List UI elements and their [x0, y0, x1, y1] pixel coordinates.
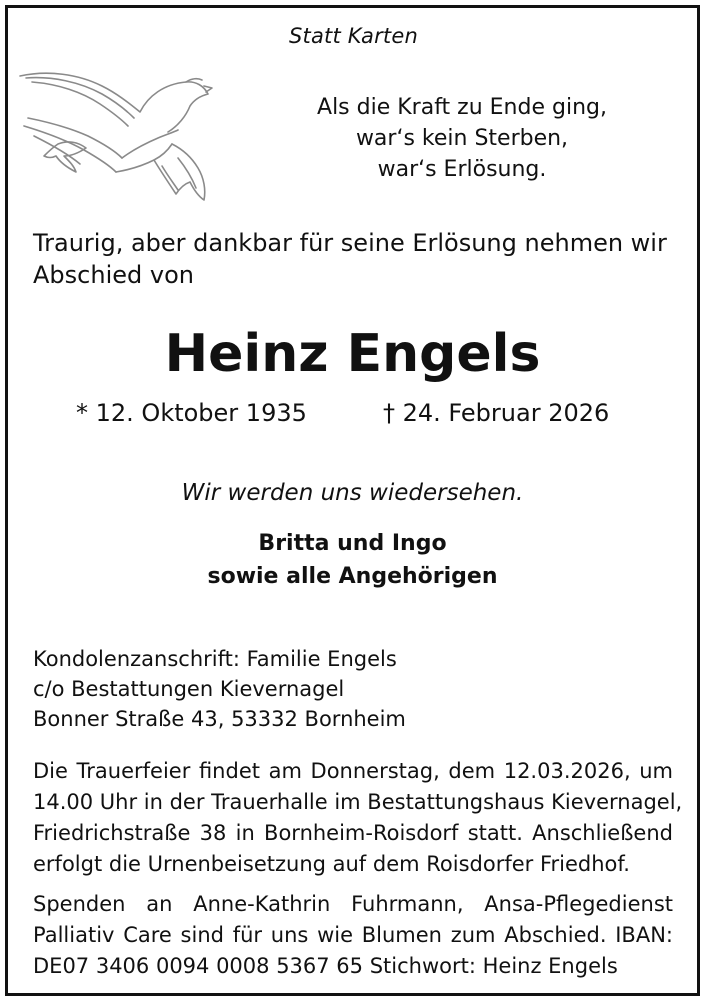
verse-line: Als die Kraft zu Ende ging,	[317, 95, 607, 120]
dove-icon	[18, 66, 214, 204]
family-line: Britta und Ingo	[258, 531, 447, 556]
ceremony-line: Die Trauerfeier findet am Donnerstag, dem 12.03.2026, um	[33, 759, 673, 783]
donations-line: Palliativ Care sind für uns wie Blumen zum Abschied. IBAN:	[33, 923, 673, 947]
family-line: sowie alle Angehörigen	[207, 564, 498, 589]
ceremony-paragraph	[33, 756, 683, 880]
ceremony-line: erfolgt die Urnenbeisetzung auf dem Roisdorfer Friedhof.	[33, 852, 630, 876]
intro-line: Abschied von	[33, 261, 194, 289]
ceremony-line: Friedrichstraße 38 in Bornheim-Roisdorf statt. Anschließend	[33, 821, 673, 845]
deceased-name: Heinz Engels	[164, 324, 541, 384]
address-line: c/o Bestattungen Kievernagel	[33, 677, 345, 701]
condolence-address	[33, 644, 406, 734]
donations-line: DE07 3406 0094 0008 5367 65 Stichwort: Heinz Engels	[33, 954, 618, 978]
death-date: † 24. Februar 2026	[383, 399, 610, 427]
header-statt-karten: Statt Karten	[289, 24, 418, 48]
ceremony-line: 14.00 Uhr in der Trauerhalle im Bestattungshaus Kievernagel,	[33, 790, 683, 814]
intro-text	[33, 227, 667, 291]
intro-line: Traurig, aber dankbar für seine Erlösung nehmen wir	[33, 229, 667, 257]
donations-paragraph	[33, 889, 673, 982]
verse-line: war‘s kein Sterben,	[355, 126, 569, 151]
donations-line: Spenden an Anne-Kathrin Fuhrmann, Ansa-Pflegedienst	[33, 892, 673, 916]
birth-date: * 12. Oktober 1935	[76, 399, 307, 427]
address-line: Kondolenzanschrift: Familie Engels	[33, 647, 397, 671]
verse-line: war‘s Erlösung.	[377, 157, 547, 182]
verse	[262, 92, 662, 185]
motto: Wir werden uns wiedersehen.	[181, 480, 524, 506]
family-signature	[0, 527, 705, 593]
address-line: Bonner Straße 43, 53332 Bornheim	[33, 707, 406, 731]
